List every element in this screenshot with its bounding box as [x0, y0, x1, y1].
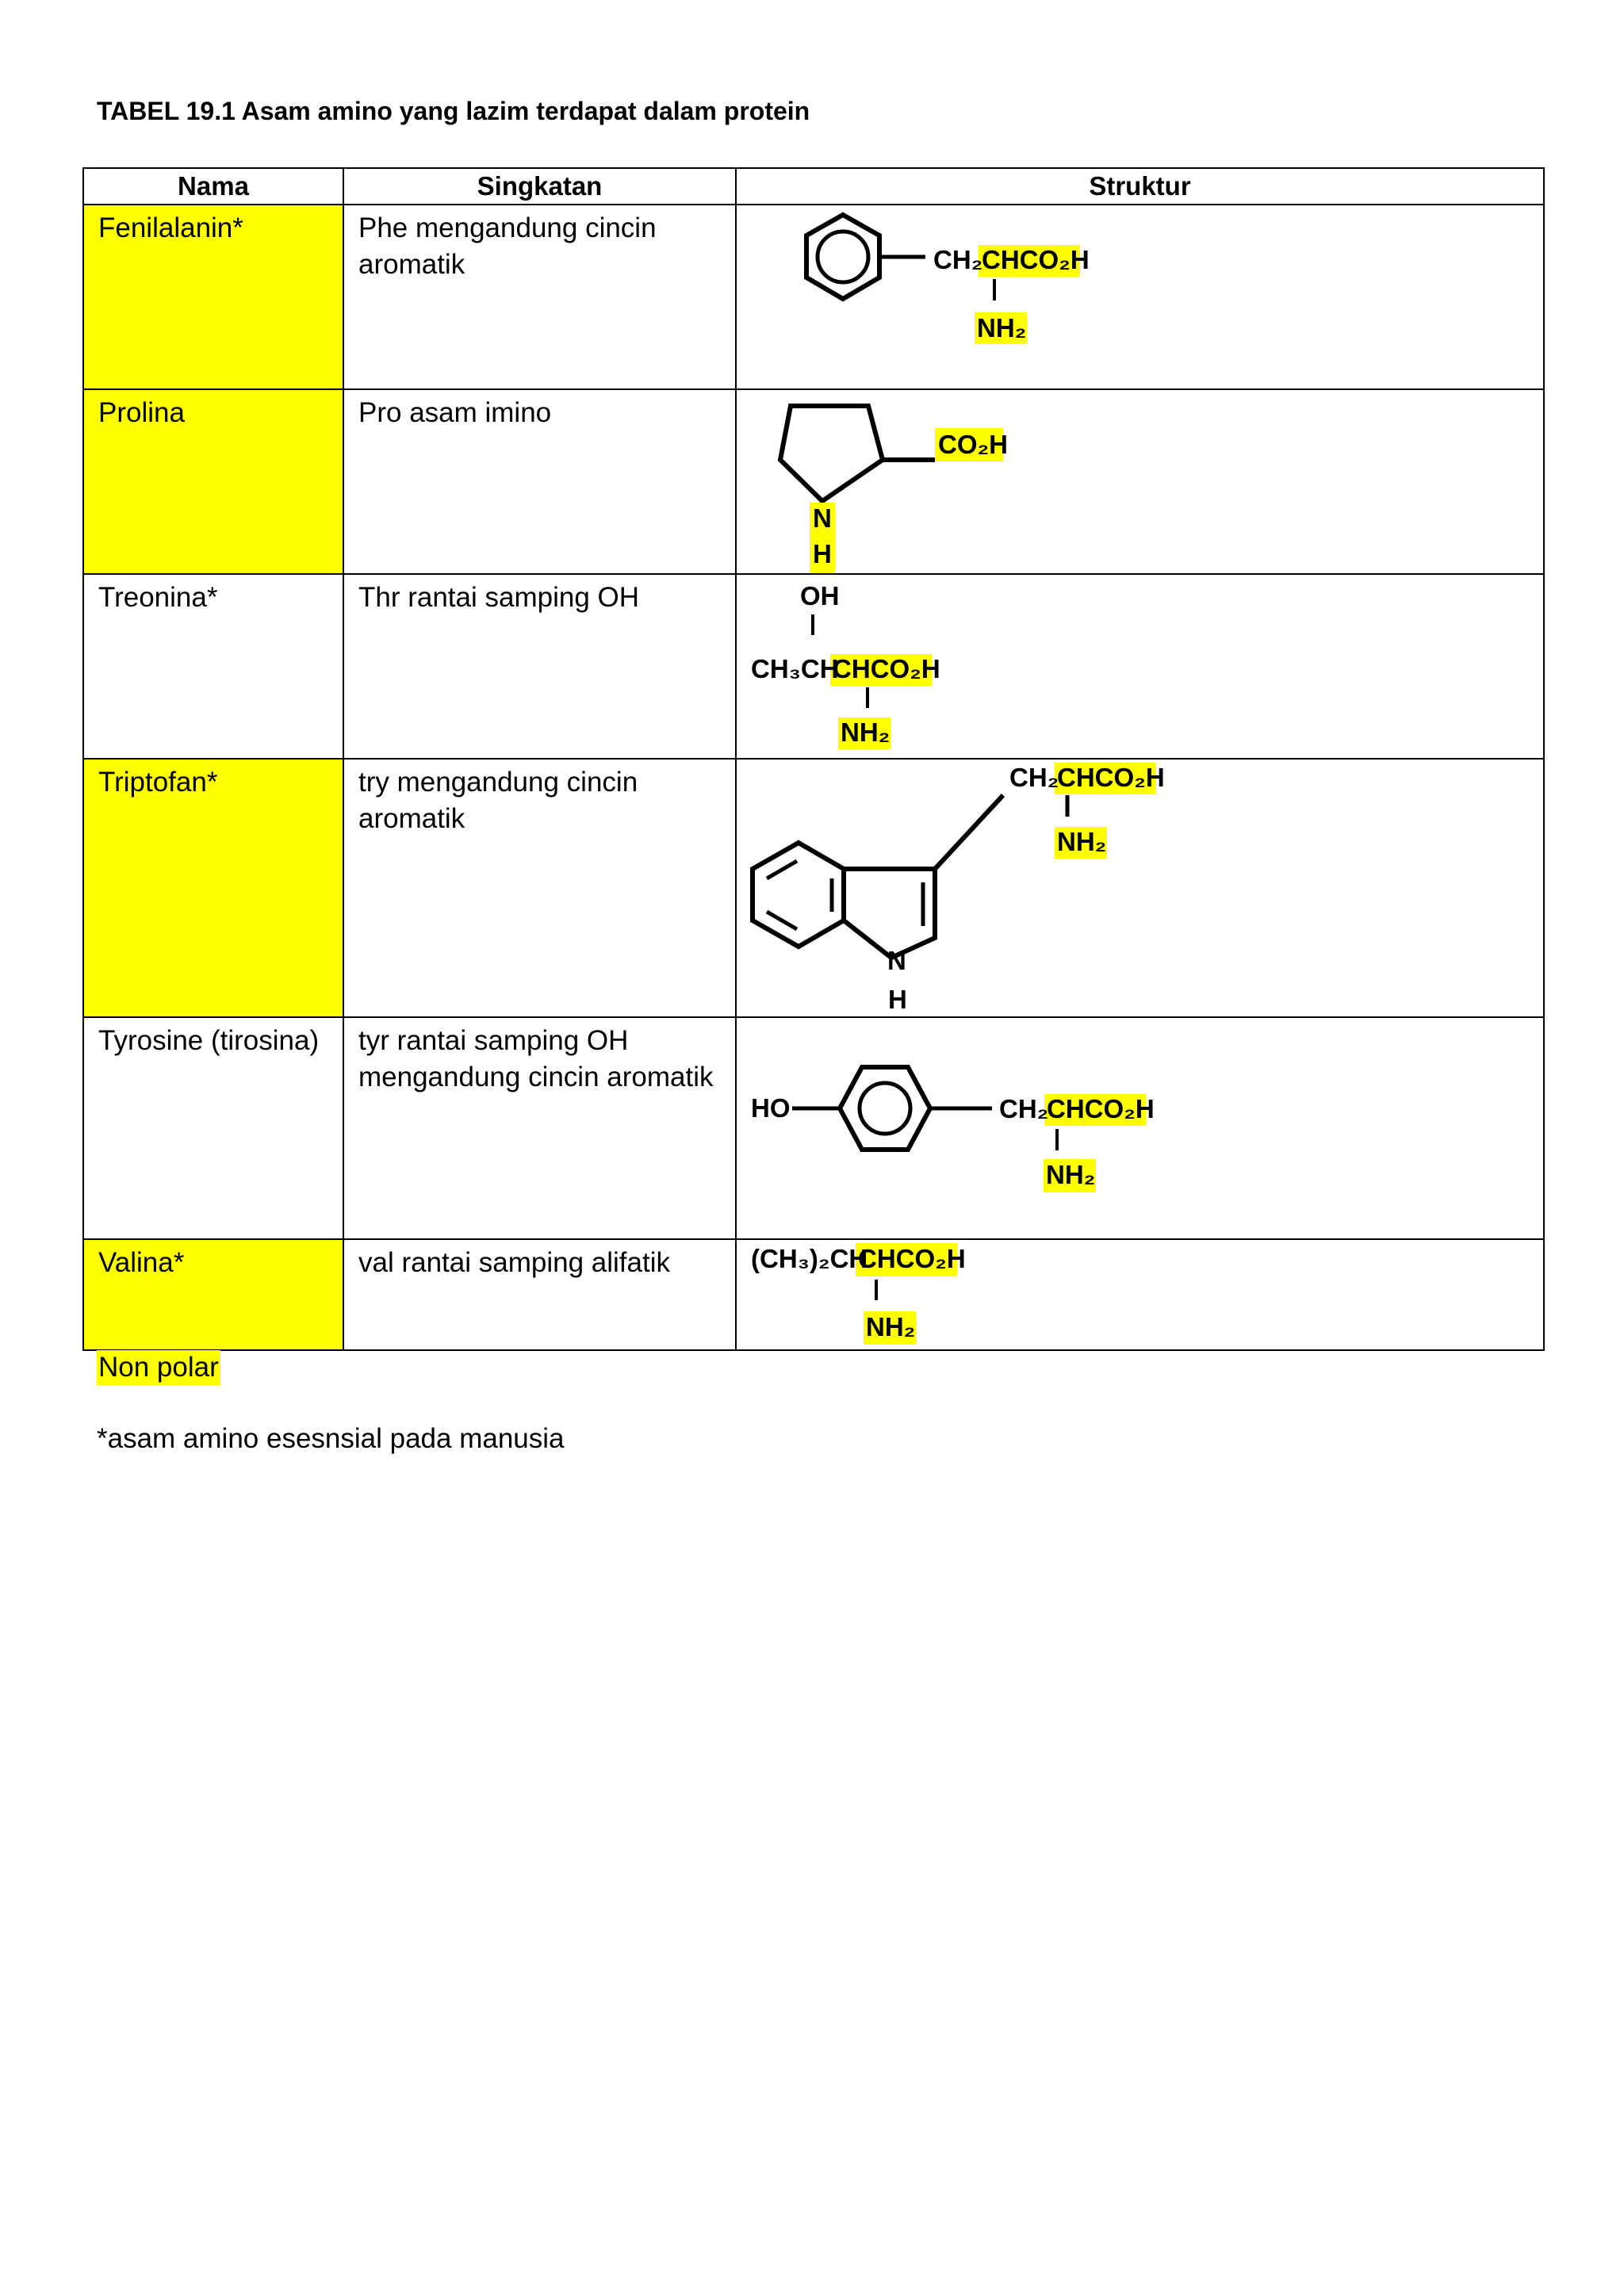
svg-text:OH: OH: [800, 581, 840, 610]
table-row: [83, 389, 1544, 574]
table-title: TABEL 19.1 Asam amino yang lazim terdapat dalam protein: [97, 97, 810, 125]
legend-non-polar: Non polar: [97, 1350, 220, 1385]
header-singkatan: Singkatan: [343, 168, 736, 205]
name-cell: Valina*: [83, 1239, 343, 1350]
svg-text:NH₂: NH₂: [1046, 1160, 1096, 1189]
name-cell: Triptofan*: [83, 759, 343, 1017]
svg-text:CHCO₂H: CHCO₂H: [1047, 1094, 1155, 1123]
name-cell: Treonina*: [83, 574, 343, 759]
valine-structure: [737, 1240, 1544, 1350]
phenylalanine-structure: [737, 205, 1544, 389]
svg-text:H: H: [813, 539, 832, 568]
svg-text:CH₂: CH₂: [933, 245, 983, 274]
svg-text:N: N: [813, 503, 832, 533]
abbrev-cell: Phe mengandung cincin aromatik: [343, 205, 736, 389]
structure-phenylalanine: [736, 205, 1544, 389]
abbrev-cell: try mengandung cincin aromatik: [343, 759, 736, 1017]
name-cell: Tyrosine (tirosina): [83, 1017, 343, 1239]
abbrev-cell: val rantai samping alifatik: [343, 1239, 736, 1350]
svg-text:CHCO₂H: CHCO₂H: [982, 245, 1090, 274]
svg-text:CH₃CH: CH₃CH: [751, 654, 839, 683]
abbrev-cell: Pro asam imino: [343, 389, 736, 574]
table-row: [83, 205, 1544, 389]
structure-threonine: [736, 574, 1544, 759]
structure-valine: [736, 1239, 1544, 1350]
threonine-structure: [737, 575, 1544, 759]
svg-text:CH₂: CH₂: [999, 1094, 1049, 1123]
tryptophan-structure: [737, 760, 1544, 1017]
svg-text:CHCO₂H: CHCO₂H: [1057, 763, 1165, 792]
abbrev-cell: Thr rantai samping OH: [343, 574, 736, 759]
abbrev-cell: tyr rantai samping OH mengandung cincin aromatik: [343, 1017, 736, 1239]
name-cell: Fenilalanin*: [83, 205, 343, 389]
svg-text:NH₂: NH₂: [1057, 827, 1107, 856]
footnote: *asam amino esesnsial pada manusia: [97, 1423, 565, 1454]
svg-text:H: H: [888, 985, 907, 1014]
name-cell: Prolina: [83, 389, 343, 574]
table-row: [83, 759, 1544, 1017]
proline-structure: [737, 390, 1544, 574]
svg-text:HO: HO: [751, 1093, 791, 1123]
svg-text:CH₂: CH₂: [1009, 763, 1059, 792]
svg-text:CHCO₂H: CHCO₂H: [858, 1244, 966, 1273]
amino-acid-table: [82, 167, 1545, 1351]
svg-text:NH₂: NH₂: [841, 718, 891, 747]
svg-text:NH₂: NH₂: [866, 1312, 916, 1341]
header-struktur: Struktur: [736, 168, 1544, 205]
structure-proline: [736, 389, 1544, 574]
svg-text:CHCO₂H: CHCO₂H: [833, 654, 940, 683]
svg-text:CO₂H: CO₂H: [938, 430, 1008, 459]
table-row: [83, 1239, 1544, 1350]
header-row: [83, 168, 1544, 205]
table-row: [83, 1017, 1544, 1239]
structure-tyrosine: [736, 1017, 1544, 1239]
header-nama: Nama: [83, 168, 343, 205]
table-row: [83, 574, 1544, 759]
svg-text:NH₂: NH₂: [977, 313, 1027, 342]
svg-text:N: N: [887, 946, 906, 975]
tyrosine-structure: [737, 1018, 1544, 1239]
structure-tryptophan: [736, 759, 1544, 1017]
svg-text:(CH₃)₂CH: (CH₃)₂CH: [751, 1244, 868, 1273]
